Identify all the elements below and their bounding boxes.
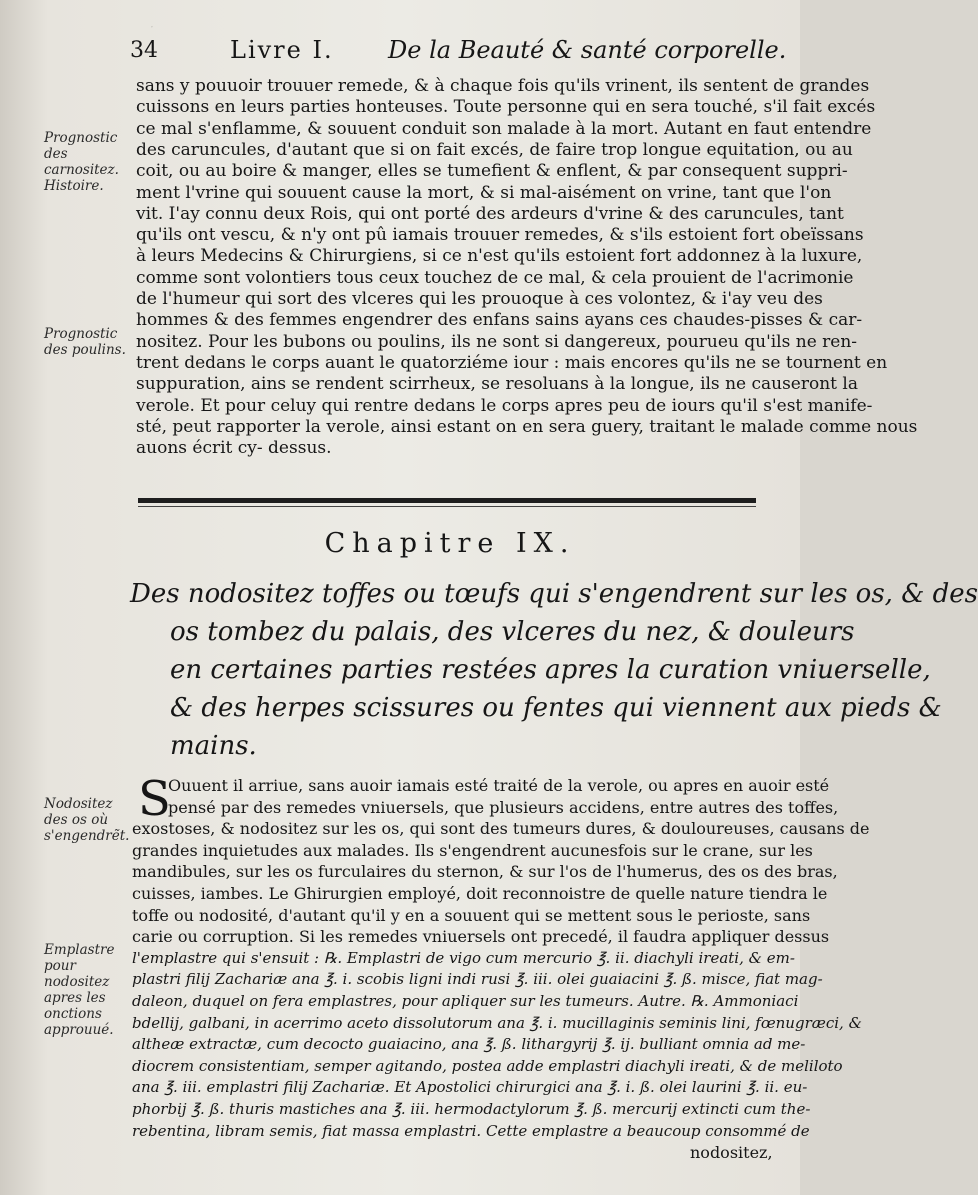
chapter-divider-thin	[138, 506, 756, 507]
text-line: qu'ils ont vescu, & n'y ont pû iamais trouuer remedes, & s'ils estoient fort obeïssans	[136, 225, 864, 246]
text-line: trent dedans le corps auant le quatorziéme iour : mais encores qu'ils ne se tournent en	[136, 352, 888, 373]
text-line: toffe ou nodosité, d'autant qu'il y en a souuent qui se mettent sous le perioste, sans	[132, 905, 811, 925]
text-line: vit. I'ay connu deux Rois, qui ont porté des ardeurs d'vrine & des caruncules, tant	[136, 203, 844, 224]
text-line: comme sont volontiers tous ceux touchez de ce mal, & cela prouient de l'acrimonie	[136, 267, 854, 288]
show-through-text: ·	[150, 20, 154, 34]
text-line: nositez. Pour les bubons ou poulins, ils ne sont si dangereux, pourueu qu'ils ne ren-	[136, 331, 858, 352]
text-line: grandes inquietudes aux malades. Ils s'engendrent aucunesfois sur le crane, sur les	[132, 840, 813, 860]
running-title: De la Beauté & santé corporelle.	[388, 36, 787, 64]
text-line: ce mal s'enflamme, & souuent conduit son malade à la mort. Autant en faut entendre	[136, 118, 872, 139]
text-line: altheæ extractæ, cum decocto guaiacino, ana ℥. ß. lithargyrij ℥. ij. bulliant omnia ad me-	[132, 1035, 806, 1054]
subtitle-line: & des herpes scissures ou fentes qui viennent aux pieds &	[170, 693, 942, 723]
subtitle-line: Des nodositez toffes ou tœufs qui s'engendrent sur les os, & des	[130, 579, 978, 609]
text-line: pensé par des remedes vniuersels, que plusieurs accidens, entre autres des toffes,	[168, 797, 839, 817]
text-line: mandibules, sur les os furculaires du sternon, & sur l'os de l'humerus, des os des bras,	[132, 862, 838, 882]
text-line: Ouuent il arriue, sans auoir iamais esté traité de la verole, ou apres en auoir esté	[168, 776, 830, 795]
drop-capital: S	[138, 771, 171, 827]
text-line: à leurs Medecins & Chirurgiens, si ce n'est qu'ils estoient fort addonnez à la luxure,	[136, 246, 863, 267]
text-line: daleon, duquel on fera emplastres, pour apliquer sur les tumeurs. Autre. ℞. Ammoniaci	[132, 992, 799, 1010]
chapter-subtitle	[130, 575, 978, 765]
text-line: plastri filij Zachariæ ana ℥. i. scobis ligni indi rusi ℥. iii. olei guaiacini ℥. ß. misce, fiat mag-	[132, 970, 823, 989]
text-line: auons écrit cy- dessus.	[136, 438, 332, 459]
text-line: phorbij ℥. ß. thuris mastiches ana ℥. iii. hermodactylorum ℥. ß. mercurij extincti cum the-	[132, 1100, 811, 1118]
text-line: suppuration, ains se rendent scirrheux, se resoluans à la longue, ils ne causeront la	[136, 374, 858, 395]
text-line: exostoses, & nodositez sur les os, qui sont des tumeurs dures, & douloureuses, causans de	[132, 819, 870, 839]
text-line: sté, peut rapporter la verole, ainsi estant on en sera guery, traitant le malade comme nous	[136, 416, 918, 437]
text-line: l'emplastre qui s'ensuit : ℞. Emplastri de vigo cum mercurio ℥. ii. diachyli ireati, & em-	[132, 948, 795, 967]
text-line: bdellij, galbani, in acerrimo aceto dissolutorum ana ℥. i. mucillaginis seminis lini, fœnugræci, &	[132, 1013, 862, 1032]
running-header	[130, 36, 787, 68]
book-label: Livre I.	[230, 36, 334, 64]
margin-note-nodositez: Nodositez des os où s'engendrẽt.	[44, 796, 130, 844]
subtitle-line: os tombez du palais, des vlceres du nez, & douleurs	[170, 617, 855, 647]
text-line: nodositez,	[690, 1143, 773, 1163]
text-line: de l'humeur qui sort des vlceres qui les prouoque à ces volontez, & i'ay veu des	[136, 289, 823, 309]
text-line: cuisses, iambes. Le Ghirurgien employé, doit reconnoistre de quelle nature tiendra le	[132, 884, 828, 903]
text-line: ment l'vrine qui souuent cause la mort, & si mal-aisément on vrine, tant que l'on	[136, 182, 832, 203]
text-line: rebentina, libram semis, fiat massa emplastri. Cette emplastre a beaucoup consommé de	[132, 1121, 810, 1140]
text-line: verole. Et pour celuy qui rentre dedans le corps apres peu de iours qu'il s'est manife-	[136, 395, 873, 416]
text-line: diocrem consistentiam, semper agitando, postea adde emplastri diachyli ireati, & de meliloto	[132, 1056, 843, 1075]
page-number: 34	[130, 38, 158, 63]
margin-note-prognostic-carnositez: Prognostic des carnositez. Histoire.	[44, 130, 119, 194]
text-line: cuissons en leurs parties honteuses. Toute personne qui en sera touché, s'il fait excés	[136, 97, 876, 118]
text-line: ana ℥. iii. emplastri filij Zachariæ. Et Apostolici chirurgici ana ℥. i. ß. olei laurini ℥. ii. eu-	[132, 1078, 808, 1097]
text-line: carie ou corruption. Si les remedes vniuersels ont precedé, il faudra appliquer dessus	[132, 927, 830, 947]
text-line: des caruncules, d'autant que si on fait excés, de faire trop longue equitation, ou au	[136, 139, 853, 160]
subtitle-line: mains.	[170, 731, 257, 761]
text-line: sans y pouuoir trouuer remede, & à chaque fois qu'ils vrinent, ils sentent de grandes	[136, 76, 870, 96]
chapter-divider-thick	[138, 498, 756, 503]
margin-note-prognostic-poulins: Prognostic des poulins.	[44, 326, 126, 358]
chapter-heading: Chapitre IX.	[324, 528, 576, 559]
text-line: coit, ou au boire & manger, elles se tumefient & enflent, & par consequent suppri-	[136, 161, 848, 182]
text-line: hommes & des femmes engendrer des enfans sains ayans ces chaudes-pisses & car-	[136, 310, 863, 331]
subtitle-line: en certaines parties restées apres la curation vniuerselle,	[170, 655, 931, 685]
margin-note-emplastre: Emplastre pour nodositez apres les onctions approuué.	[44, 942, 115, 1038]
